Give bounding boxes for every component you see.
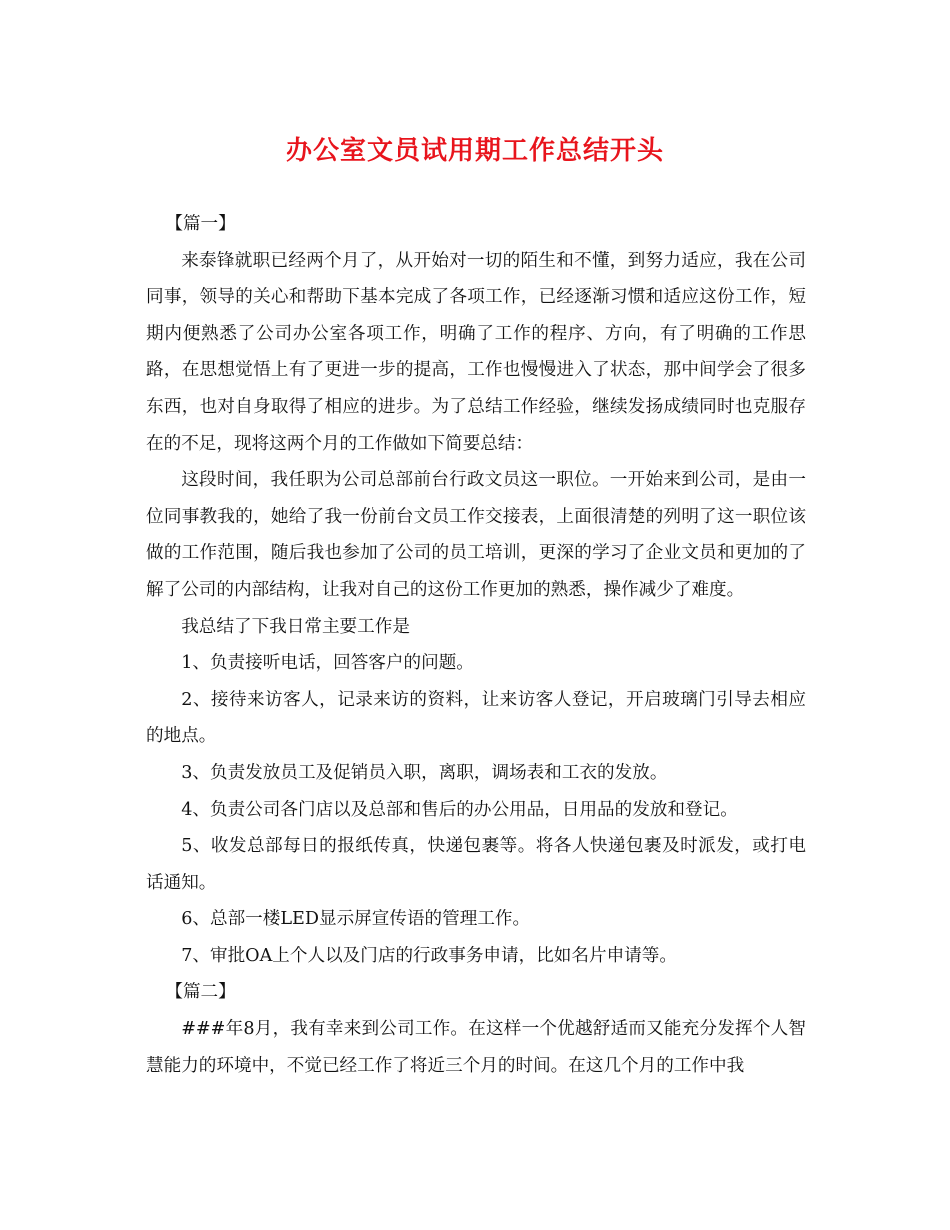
list-item-duty-2: 2、接待来访客人，记录来访的资料，让来访客人登记，开启玻璃门引导去相应的地点。 (146, 689, 806, 747)
section-heading-2: 【篇二】 (165, 982, 236, 1003)
list-item-duty-7: 7、审批OA上个人以及门店的行政事务申请，比如名片申请等。 (181, 945, 677, 966)
list-item-duty-3: 3、负责发放员工及促销员入职，离职，调场表和工衣的发放。 (181, 762, 668, 783)
paragraph-duties-lead: 我总结了下我日常主要工作是 (181, 616, 410, 637)
section-heading-1: 【篇一】 (165, 214, 236, 234)
document-title: 办公室文员试用期工作总结开头 (285, 136, 664, 166)
list-item-duty-1: 1、负责接听电话，回答客户的问题。 (181, 653, 474, 674)
list-item-duty-6: 6、总部一楼LED显示屏宣传语的管理工作。 (181, 909, 531, 930)
document-body (146, 206, 806, 1084)
list-item-duty-5: 5、收发总部每日的报纸传真，快递包裹等。将各人快递包裹及时派发，或打电话通知。 (146, 836, 806, 893)
list-item-duty-4: 4、负责公司各门店以及总部和售后的办公用品，日用品的发放和登记。 (181, 799, 738, 820)
paragraph-intro: 来泰锋就职已经两个月了，从开始对一切的陌生和不懂，到努力适应，我在公司同事，领导的关心和帮助下基本完成了各项工作，已经逐渐习惯和适应这份工作，短期内便熟悉了公司办公室各项工作，明确了工作的程序、方向，有了明确的工作思路，在思想觉悟上有了更进一步的提高，工作也慢慢进入了状态，那中间学会了很多东西，也对自身取得了相应的进步。为了总结工作经验，继续发扬成绩同时也克服存在的不足，现将这两个月的工作做如下简要总结： (146, 250, 806, 454)
paragraph-position: 这段时间，我任职为公司总部前台行政文员这一职位。一开始来到公司，是由一位同事教我的，她给了我一份前台文员工作交接表，上面很清楚的列明了这一职位该做的工作范围，随后我也参加了公司的员工培训，更深的学习了企业文员和更加的了解了公司的内部结构，让我对自己的这份工作更加的熟悉，操作减少了难度。 (146, 470, 806, 600)
paragraph-section-2-intro: ###年8月，我有幸来到公司工作。在这样一个优越舒适而又能充分发挥个人智慧能力的环境中，不觉已经工作了将近三个月的时间。在这几个月的工作中我 (146, 1019, 806, 1076)
